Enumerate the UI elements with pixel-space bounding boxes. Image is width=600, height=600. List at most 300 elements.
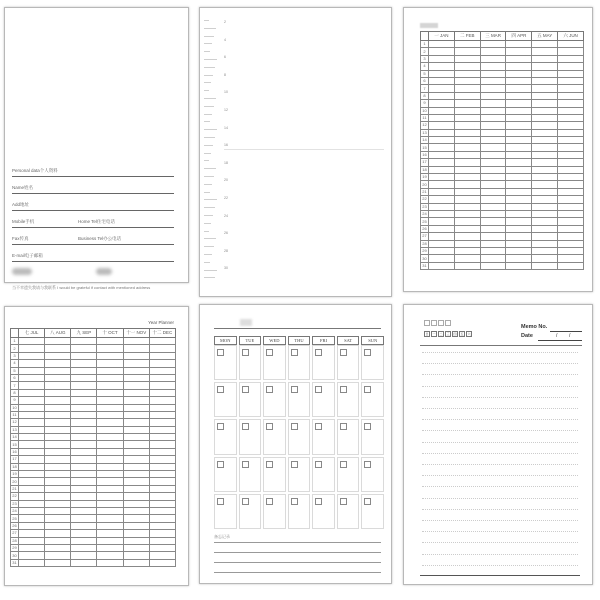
planner-cell[interactable] <box>429 255 455 262</box>
planner-cell[interactable] <box>454 122 480 129</box>
planner-cell[interactable] <box>532 144 558 151</box>
calendar-day-cell[interactable] <box>214 382 237 417</box>
planner-cell[interactable] <box>506 77 532 84</box>
planner-cell[interactable] <box>506 188 532 195</box>
planner-cell[interactable] <box>506 166 532 173</box>
planner-cell[interactable] <box>71 352 97 359</box>
planner-cell[interactable] <box>123 441 149 448</box>
planner-cell[interactable] <box>45 382 71 389</box>
planner-cell[interactable] <box>506 240 532 247</box>
planner-cell[interactable] <box>123 419 149 426</box>
planner-cell[interactable] <box>429 166 455 173</box>
planner-cell[interactable] <box>149 515 175 522</box>
planner-cell[interactable] <box>480 55 506 62</box>
planner-cell[interactable] <box>97 530 123 537</box>
planner-cell[interactable] <box>454 114 480 121</box>
planner-cell[interactable] <box>532 233 558 240</box>
planner-cell[interactable] <box>532 151 558 158</box>
calendar-day-cell[interactable] <box>312 345 335 380</box>
planner-cell[interactable] <box>480 196 506 203</box>
planner-cell[interactable] <box>506 137 532 144</box>
planner-cell[interactable] <box>123 471 149 478</box>
memo-line[interactable] <box>422 352 578 353</box>
planner-cell[interactable] <box>71 367 97 374</box>
planner-cell[interactable] <box>45 389 71 396</box>
planner-cell[interactable] <box>429 70 455 77</box>
planner-cell[interactable] <box>123 338 149 345</box>
planner-cell[interactable] <box>506 196 532 203</box>
planner-cell[interactable] <box>19 552 45 559</box>
planner-cell[interactable] <box>97 544 123 551</box>
planner-cell[interactable] <box>71 389 97 396</box>
planner-cell[interactable] <box>149 360 175 367</box>
planner-cell[interactable] <box>149 426 175 433</box>
planner-cell[interactable] <box>506 48 532 55</box>
planner-cell[interactable] <box>429 159 455 166</box>
planner-cell[interactable] <box>97 493 123 500</box>
planner-cell[interactable] <box>71 537 97 544</box>
planner-cell[interactable] <box>19 493 45 500</box>
calendar-day-cell[interactable] <box>263 382 286 417</box>
calendar-day-cell[interactable] <box>288 382 311 417</box>
planner-cell[interactable] <box>45 352 71 359</box>
planner-cell[interactable] <box>123 382 149 389</box>
planner-cell[interactable] <box>123 389 149 396</box>
planner-cell[interactable] <box>480 41 506 48</box>
calendar-day-cell[interactable] <box>239 457 262 492</box>
planner-cell[interactable] <box>480 48 506 55</box>
planner-cell[interactable] <box>454 262 480 269</box>
planner-cell[interactable] <box>45 360 71 367</box>
planner-cell[interactable] <box>480 159 506 166</box>
planner-cell[interactable] <box>19 471 45 478</box>
planner-cell[interactable] <box>558 203 584 210</box>
planner-cell[interactable] <box>45 404 71 411</box>
planner-cell[interactable] <box>123 493 149 500</box>
planner-cell[interactable] <box>123 367 149 374</box>
calendar-day-cell[interactable] <box>263 494 286 529</box>
planner-cell[interactable] <box>45 559 71 566</box>
planner-cell[interactable] <box>97 537 123 544</box>
planner-cell[interactable] <box>97 352 123 359</box>
planner-cell[interactable] <box>480 174 506 181</box>
planner-cell[interactable] <box>532 174 558 181</box>
planner-cell[interactable] <box>149 552 175 559</box>
planner-cell[interactable] <box>71 338 97 345</box>
planner-cell[interactable] <box>19 456 45 463</box>
planner-cell[interactable] <box>71 530 97 537</box>
planner-cell[interactable] <box>506 255 532 262</box>
planner-cell[interactable] <box>71 485 97 492</box>
planner-cell[interactable] <box>71 500 97 507</box>
memo-line[interactable] <box>422 408 578 409</box>
planner-cell[interactable] <box>45 441 71 448</box>
planner-cell[interactable] <box>558 196 584 203</box>
planner-cell[interactable] <box>506 92 532 99</box>
planner-cell[interactable] <box>532 92 558 99</box>
planner-cell[interactable] <box>149 404 175 411</box>
planner-cell[interactable] <box>97 367 123 374</box>
planner-cell[interactable] <box>97 552 123 559</box>
planner-cell[interactable] <box>149 500 175 507</box>
planner-cell[interactable] <box>97 500 123 507</box>
planner-cell[interactable] <box>558 247 584 254</box>
planner-cell[interactable] <box>558 122 584 129</box>
planner-cell[interactable] <box>429 144 455 151</box>
planner-cell[interactable] <box>532 100 558 107</box>
planner-cell[interactable] <box>19 345 45 352</box>
planner-cell[interactable] <box>19 507 45 514</box>
planner-cell[interactable] <box>45 485 71 492</box>
planner-cell[interactable] <box>97 419 123 426</box>
planner-cell[interactable] <box>45 522 71 529</box>
calendar-day-cell[interactable] <box>214 345 237 380</box>
planner-cell[interactable] <box>429 174 455 181</box>
planner-cell[interactable] <box>454 70 480 77</box>
planner-cell[interactable] <box>429 63 455 70</box>
planner-cell[interactable] <box>19 544 45 551</box>
planner-cell[interactable] <box>149 352 175 359</box>
planner-cell[interactable] <box>506 174 532 181</box>
planner-cell[interactable] <box>532 85 558 92</box>
memo-line[interactable] <box>422 386 578 387</box>
planner-cell[interactable] <box>429 107 455 114</box>
planner-cell[interactable] <box>71 419 97 426</box>
planner-cell[interactable] <box>149 456 175 463</box>
planner-cell[interactable] <box>429 181 455 188</box>
planner-cell[interactable] <box>454 55 480 62</box>
planner-cell[interactable] <box>558 48 584 55</box>
planner-cell[interactable] <box>149 441 175 448</box>
planner-cell[interactable] <box>480 137 506 144</box>
planner-cell[interactable] <box>532 240 558 247</box>
calendar-day-cell[interactable] <box>361 345 384 380</box>
planner-cell[interactable] <box>123 463 149 470</box>
planner-cell[interactable] <box>123 456 149 463</box>
planner-cell[interactable] <box>149 463 175 470</box>
planner-cell[interactable] <box>558 262 584 269</box>
planner-cell[interactable] <box>454 48 480 55</box>
planner-cell[interactable] <box>480 240 506 247</box>
memo-line[interactable] <box>422 453 578 454</box>
planner-cell[interactable] <box>454 218 480 225</box>
planner-cell[interactable] <box>97 426 123 433</box>
planner-cell[interactable] <box>532 70 558 77</box>
planner-cell[interactable] <box>558 225 584 232</box>
planner-cell[interactable] <box>480 77 506 84</box>
planner-cell[interactable] <box>71 411 97 418</box>
planner-cell[interactable] <box>19 382 45 389</box>
planner-cell[interactable] <box>97 389 123 396</box>
planner-cell[interactable] <box>506 144 532 151</box>
planner-cell[interactable] <box>480 100 506 107</box>
planner-cell[interactable] <box>480 255 506 262</box>
memo-line[interactable] <box>422 419 578 420</box>
planner-cell[interactable] <box>149 471 175 478</box>
planner-cell[interactable] <box>506 218 532 225</box>
calendar-day-cell[interactable] <box>239 382 262 417</box>
planner-cell[interactable] <box>123 352 149 359</box>
planner-cell[interactable] <box>532 77 558 84</box>
planner-cell[interactable] <box>45 463 71 470</box>
planner-cell[interactable] <box>558 107 584 114</box>
planner-cell[interactable] <box>19 367 45 374</box>
planner-cell[interactable] <box>532 55 558 62</box>
planner-cell[interactable] <box>429 122 455 129</box>
planner-cell[interactable] <box>149 367 175 374</box>
planner-cell[interactable] <box>149 411 175 418</box>
planner-cell[interactable] <box>532 247 558 254</box>
planner-cell[interactable] <box>71 493 97 500</box>
planner-cell[interactable] <box>506 233 532 240</box>
planner-cell[interactable] <box>480 188 506 195</box>
planner-cell[interactable] <box>454 188 480 195</box>
planner-cell[interactable] <box>149 345 175 352</box>
calendar-day-cell[interactable] <box>312 419 335 454</box>
planner-cell[interactable] <box>429 151 455 158</box>
planner-cell[interactable] <box>480 225 506 232</box>
planner-cell[interactable] <box>454 225 480 232</box>
planner-cell[interactable] <box>97 360 123 367</box>
planner-cell[interactable] <box>506 203 532 210</box>
planner-cell[interactable] <box>454 63 480 70</box>
planner-cell[interactable] <box>532 129 558 136</box>
planner-cell[interactable] <box>558 114 584 121</box>
planner-cell[interactable] <box>506 107 532 114</box>
planner-cell[interactable] <box>480 122 506 129</box>
planner-cell[interactable] <box>480 85 506 92</box>
planner-cell[interactable] <box>454 166 480 173</box>
planner-cell[interactable] <box>506 151 532 158</box>
planner-cell[interactable] <box>558 77 584 84</box>
planner-cell[interactable] <box>506 247 532 254</box>
planner-cell[interactable] <box>532 107 558 114</box>
planner-cell[interactable] <box>506 63 532 70</box>
planner-cell[interactable] <box>71 404 97 411</box>
calendar-day-cell[interactable] <box>288 494 311 529</box>
planner-cell[interactable] <box>480 114 506 121</box>
planner-cell[interactable] <box>506 210 532 217</box>
planner-cell[interactable] <box>429 77 455 84</box>
planner-cell[interactable] <box>19 559 45 566</box>
planner-cell[interactable] <box>480 247 506 254</box>
planner-cell[interactable] <box>506 114 532 121</box>
planner-cell[interactable] <box>123 411 149 418</box>
calendar-day-cell[interactable] <box>288 419 311 454</box>
calendar-day-cell[interactable] <box>214 419 237 454</box>
planner-cell[interactable] <box>532 255 558 262</box>
planner-cell[interactable] <box>71 463 97 470</box>
planner-cell[interactable] <box>19 374 45 381</box>
planner-cell[interactable] <box>19 463 45 470</box>
planner-cell[interactable] <box>454 129 480 136</box>
planner-cell[interactable] <box>429 218 455 225</box>
planner-cell[interactable] <box>123 500 149 507</box>
planner-cell[interactable] <box>532 166 558 173</box>
planner-cell[interactable] <box>71 515 97 522</box>
planner-cell[interactable] <box>123 485 149 492</box>
planner-cell[interactable] <box>558 129 584 136</box>
planner-cell[interactable] <box>506 41 532 48</box>
planner-cell[interactable] <box>429 225 455 232</box>
planner-cell[interactable] <box>45 493 71 500</box>
planner-cell[interactable] <box>532 159 558 166</box>
planner-cell[interactable] <box>71 382 97 389</box>
planner-cell[interactable] <box>123 397 149 404</box>
planner-cell[interactable] <box>558 85 584 92</box>
planner-cell[interactable] <box>19 352 45 359</box>
planner-cell[interactable] <box>45 515 71 522</box>
memo-line[interactable] <box>422 363 578 364</box>
calendar-day-cell[interactable] <box>361 382 384 417</box>
planner-cell[interactable] <box>506 85 532 92</box>
planner-cell[interactable] <box>480 233 506 240</box>
planner-cell[interactable] <box>558 144 584 151</box>
planner-cell[interactable] <box>45 419 71 426</box>
planner-cell[interactable] <box>429 92 455 99</box>
planner-cell[interactable] <box>558 166 584 173</box>
planner-cell[interactable] <box>71 522 97 529</box>
planner-cell[interactable] <box>532 41 558 48</box>
planner-cell[interactable] <box>480 151 506 158</box>
planner-cell[interactable] <box>454 107 480 114</box>
planner-cell[interactable] <box>71 374 97 381</box>
calendar-day-cell[interactable] <box>239 494 262 529</box>
planner-cell[interactable] <box>532 181 558 188</box>
planner-cell[interactable] <box>454 181 480 188</box>
planner-cell[interactable] <box>480 129 506 136</box>
planner-cell[interactable] <box>454 247 480 254</box>
planner-cell[interactable] <box>97 515 123 522</box>
planner-cell[interactable] <box>532 225 558 232</box>
planner-cell[interactable] <box>454 85 480 92</box>
planner-cell[interactable] <box>45 471 71 478</box>
memo-line[interactable] <box>422 554 578 555</box>
planner-cell[interactable] <box>97 463 123 470</box>
memo-line[interactable] <box>422 430 578 431</box>
memo-line[interactable] <box>422 397 578 398</box>
planner-cell[interactable] <box>71 471 97 478</box>
memo-line[interactable] <box>422 542 578 543</box>
planner-cell[interactable] <box>506 100 532 107</box>
planner-cell[interactable] <box>45 507 71 514</box>
planner-cell[interactable] <box>19 411 45 418</box>
planner-cell[interactable] <box>71 397 97 404</box>
memo-line[interactable] <box>422 520 578 521</box>
planner-cell[interactable] <box>149 478 175 485</box>
calendar-day-cell[interactable] <box>312 494 335 529</box>
calendar-day-cell[interactable] <box>239 345 262 380</box>
planner-cell[interactable] <box>532 203 558 210</box>
planner-cell[interactable] <box>506 55 532 62</box>
calendar-day-cell[interactable] <box>312 457 335 492</box>
calendar-day-cell[interactable] <box>361 457 384 492</box>
planner-cell[interactable] <box>454 159 480 166</box>
planner-cell[interactable] <box>532 114 558 121</box>
planner-cell[interactable] <box>71 426 97 433</box>
planner-cell[interactable] <box>532 48 558 55</box>
planner-cell[interactable] <box>19 397 45 404</box>
calendar-day-cell[interactable] <box>361 494 384 529</box>
planner-cell[interactable] <box>149 448 175 455</box>
planner-cell[interactable] <box>71 552 97 559</box>
memo-line[interactable] <box>422 486 578 487</box>
planner-cell[interactable] <box>480 262 506 269</box>
planner-cell[interactable] <box>506 159 532 166</box>
planner-cell[interactable] <box>123 522 149 529</box>
planner-cell[interactable] <box>19 530 45 537</box>
calendar-day-cell[interactable] <box>263 457 286 492</box>
planner-cell[interactable] <box>480 144 506 151</box>
planner-cell[interactable] <box>97 404 123 411</box>
planner-cell[interactable] <box>149 374 175 381</box>
planner-cell[interactable] <box>123 374 149 381</box>
planner-cell[interactable] <box>97 382 123 389</box>
planner-cell[interactable] <box>45 374 71 381</box>
planner-cell[interactable] <box>45 530 71 537</box>
calendar-day-cell[interactable] <box>337 382 360 417</box>
planner-cell[interactable] <box>558 210 584 217</box>
planner-cell[interactable] <box>558 233 584 240</box>
planner-cell[interactable] <box>123 404 149 411</box>
planner-cell[interactable] <box>506 262 532 269</box>
planner-cell[interactable] <box>97 507 123 514</box>
calendar-day-cell[interactable] <box>337 494 360 529</box>
planner-cell[interactable] <box>429 48 455 55</box>
planner-cell[interactable] <box>454 174 480 181</box>
planner-cell[interactable] <box>506 70 532 77</box>
memo-line[interactable] <box>422 531 578 532</box>
planner-cell[interactable] <box>19 360 45 367</box>
planner-cell[interactable] <box>45 552 71 559</box>
planner-cell[interactable] <box>149 544 175 551</box>
planner-cell[interactable] <box>558 92 584 99</box>
planner-cell[interactable] <box>429 262 455 269</box>
planner-cell[interactable] <box>97 559 123 566</box>
calendar-day-cell[interactable] <box>337 419 360 454</box>
planner-cell[interactable] <box>19 448 45 455</box>
planner-cell[interactable] <box>97 338 123 345</box>
planner-cell[interactable] <box>454 255 480 262</box>
planner-cell[interactable] <box>558 55 584 62</box>
planner-cell[interactable] <box>149 559 175 566</box>
planner-cell[interactable] <box>480 107 506 114</box>
planner-cell[interactable] <box>149 493 175 500</box>
planner-cell[interactable] <box>19 537 45 544</box>
planner-cell[interactable] <box>123 434 149 441</box>
planner-cell[interactable] <box>123 537 149 544</box>
planner-cell[interactable] <box>149 389 175 396</box>
planner-cell[interactable] <box>149 382 175 389</box>
planner-cell[interactable] <box>19 434 45 441</box>
planner-cell[interactable] <box>454 144 480 151</box>
calendar-day-cell[interactable] <box>214 494 237 529</box>
planner-cell[interactable] <box>97 411 123 418</box>
planner-cell[interactable] <box>19 515 45 522</box>
planner-cell[interactable] <box>123 426 149 433</box>
planner-cell[interactable] <box>97 478 123 485</box>
planner-cell[interactable] <box>19 404 45 411</box>
planner-cell[interactable] <box>454 203 480 210</box>
planner-cell[interactable] <box>429 85 455 92</box>
planner-cell[interactable] <box>454 196 480 203</box>
planner-cell[interactable] <box>480 63 506 70</box>
planner-cell[interactable] <box>454 137 480 144</box>
planner-cell[interactable] <box>429 247 455 254</box>
planner-cell[interactable] <box>71 559 97 566</box>
planner-cell[interactable] <box>19 522 45 529</box>
planner-cell[interactable] <box>532 188 558 195</box>
